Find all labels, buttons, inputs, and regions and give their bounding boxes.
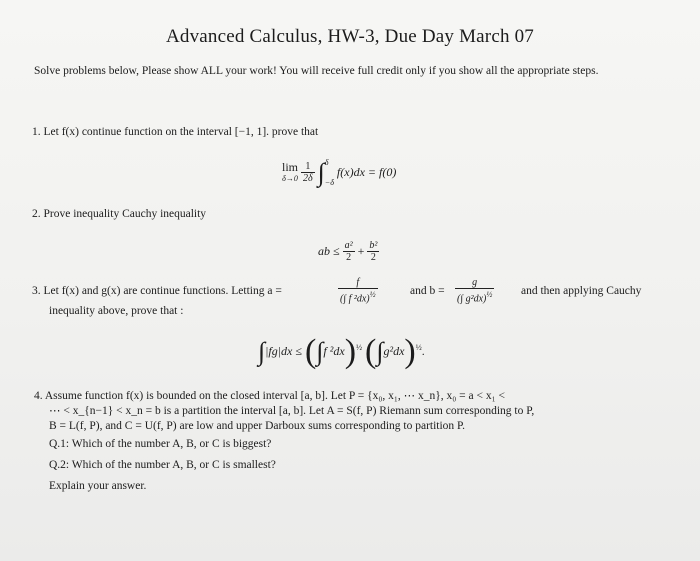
problem-3-then-text: and then applying Cauchy bbox=[521, 285, 642, 297]
a-fraction: $\frac{f}{(\int f ^2dx)^{\frac{1}{2}}}$ bbox=[340, 277, 376, 305]
problem-2-lhs: ab ≤ bbox=[318, 243, 340, 258]
problem-2-equation: ab ≤ $\frac{\text{a²}}{2}$ + $\frac{\text{b²}}{2}$ bbox=[318, 240, 378, 263]
problem-4-line-3: B = L(f, P), and C = U(f, P) are low and upper Darboux sums corresponding to partition P. bbox=[49, 420, 466, 432]
page-title: Advanced Calculus, HW-3, Due Day March 07 bbox=[165, 26, 535, 47]
question-1: Q.1: Which of the number A, B, or C is biggest? bbox=[49, 438, 272, 450]
problem-1-equation: lim δ→0 $\frac{1}{2\delta}$ ∫ δ −δ f(x)dx = f(0) bbox=[282, 158, 397, 187]
cauchy-integral-inequality: ∫|fg|dx ≤ (∫f ²dx)$^{\frac{1}{2}}$ $(\int g^2dx)^{\frac{1}{2}}$. bbox=[258, 333, 425, 370]
question-2: Q.2: Which of the number A, B, or C is smallest? bbox=[49, 459, 276, 471]
and-b-text: and b = bbox=[410, 285, 445, 297]
problem-4-line-1: 4. Assume function f(x) is bounded on the closed interval [a, b]. Let P = {x₀, x₁, ⋯ x_n}, x₀ = a < x₁ < bbox=[34, 390, 505, 402]
instructions: Solve problems below, Please show ALL your work! You will receive full credit only if you show all the appropriate steps. bbox=[34, 65, 599, 77]
problem-3-line-2: inequality above, prove that : bbox=[49, 305, 184, 317]
problem-1-text: 1. Let f(x) continue function on the interval [−1, 1]. prove that bbox=[32, 126, 319, 138]
problem-1-equation-body: f(x)dx = f(0) bbox=[336, 164, 397, 179]
b-fraction: $\frac{g}{(\int g^2dx)^{\frac{1}{2}}}$ bbox=[457, 277, 493, 305]
explain-instruction: Explain your answer. bbox=[49, 480, 147, 492]
problem-2-text: 2. Prove inequality Cauchy inequality bbox=[32, 208, 207, 220]
problem-4-line-2: ⋯ < x_{n−1} < x_n = b is a partition the interval [a, b]. Let A = S(f, P) Riemann sum corresponding to P, bbox=[49, 405, 535, 417]
problem-3-line-1: 3. Let f(x) and g(x) are continue functions. Letting a = bbox=[32, 285, 282, 297]
